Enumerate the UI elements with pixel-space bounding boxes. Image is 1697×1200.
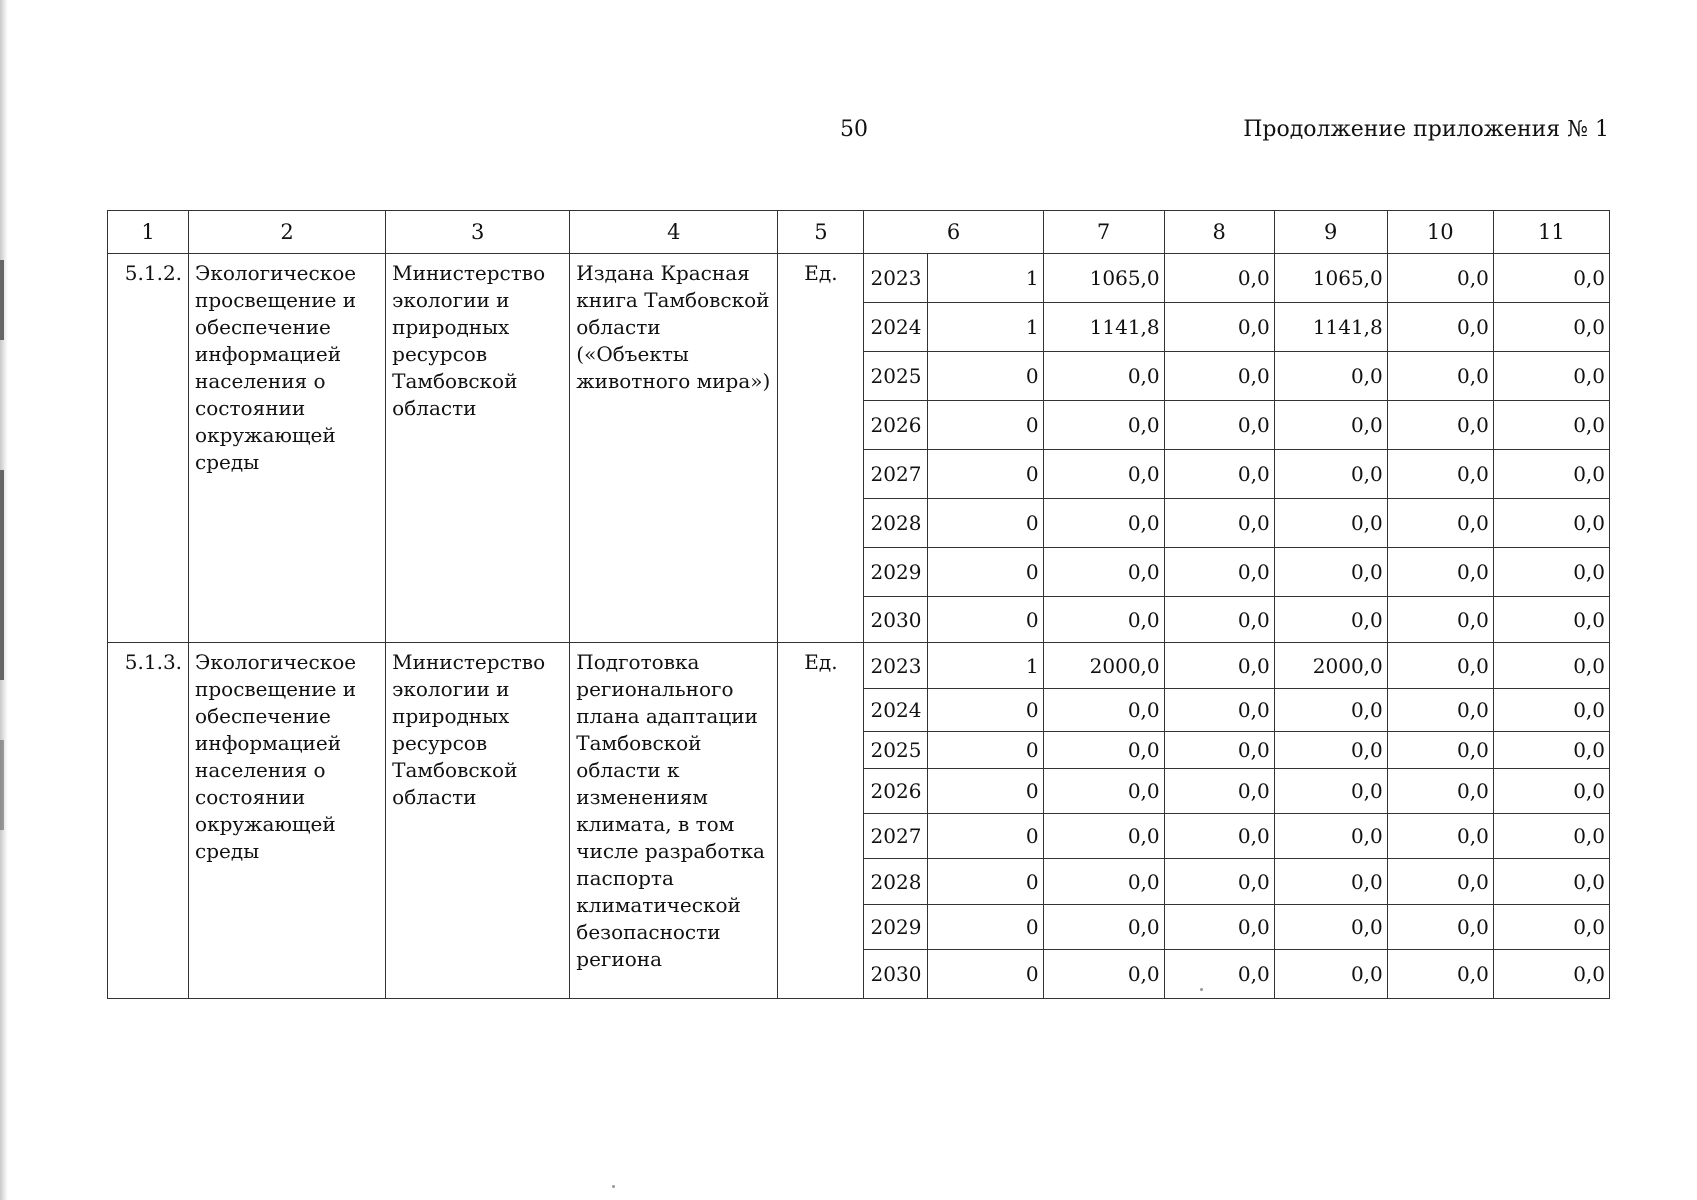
activity-name-cell — [189, 643, 386, 999]
amount-cell-c8: 0,0 — [1164, 254, 1274, 303]
amount-cell-c7: 0,0 — [1043, 499, 1164, 548]
amount-cell-c8: 0,0 — [1164, 450, 1274, 499]
amount-cell-c11: 0,0 — [1493, 450, 1609, 499]
amount-cell-c7: 1065,0 — [1043, 254, 1164, 303]
amount-cell-c9: 0,0 — [1274, 450, 1387, 499]
amount-cell-c8: 0,0 — [1164, 732, 1274, 769]
amount-cell-c8: 0,0 — [1164, 597, 1274, 643]
unit-cell-text: Ед. — [804, 261, 838, 285]
result-cell — [570, 643, 778, 999]
quantity-cell: 0 — [928, 548, 1043, 597]
year-cell: 2023 — [864, 643, 928, 689]
column-header: 4 — [570, 211, 778, 254]
amount-cell-c9: 2000,0 — [1274, 643, 1387, 689]
amount-cell-c7: 0,0 — [1043, 769, 1164, 814]
quantity-cell: 0 — [928, 352, 1043, 401]
amount-cell-c10: 0,0 — [1387, 689, 1493, 732]
amount-cell-c7: 0,0 — [1043, 950, 1164, 999]
column-header: 10 — [1387, 211, 1493, 254]
amount-cell-c10: 0,0 — [1387, 352, 1493, 401]
amount-cell-c10: 0,0 — [1387, 597, 1493, 643]
amount-cell-c11: 0,0 — [1493, 499, 1609, 548]
year-cell: 2024 — [864, 689, 928, 732]
activity-name-cell — [189, 254, 386, 643]
year-cell: 2023 — [864, 254, 928, 303]
appendix-caption: Продолжение приложения № 1 — [1243, 117, 1609, 142]
quantity-cell: 0 — [928, 950, 1043, 999]
table-row — [108, 643, 1610, 689]
amount-cell-c8: 0,0 — [1164, 401, 1274, 450]
responsible-cell-text: Министерство экологии и природных ресурсов Тамбовской области — [392, 261, 546, 420]
amount-cell-c9: 0,0 — [1274, 769, 1387, 814]
item-number-cell — [108, 254, 189, 643]
quantity-cell: 0 — [928, 401, 1043, 450]
amount-cell-c10: 0,0 — [1387, 254, 1493, 303]
column-header: 7 — [1043, 211, 1164, 254]
amount-cell-c7: 0,0 — [1043, 352, 1164, 401]
quantity-cell: 0 — [928, 769, 1043, 814]
year-cell: 2030 — [864, 950, 928, 999]
amount-cell-c10: 0,0 — [1387, 499, 1493, 548]
amount-cell-c7: 2000,0 — [1043, 643, 1164, 689]
responsible-cell — [386, 254, 570, 643]
activity-name-cell-text: Экологическое просвещение и обеспечение информацией населения о состоянии окружающей среды — [195, 650, 357, 863]
amount-cell-c10: 0,0 — [1387, 450, 1493, 499]
amount-cell-c7: 0,0 — [1043, 859, 1164, 905]
amount-cell-c10: 0,0 — [1387, 732, 1493, 769]
amount-cell-c9: 0,0 — [1274, 905, 1387, 950]
amount-cell-c8: 0,0 — [1164, 303, 1274, 352]
amount-cell-c9: 0,0 — [1274, 401, 1387, 450]
amount-cell-c7: 0,0 — [1043, 401, 1164, 450]
quantity-cell: 1 — [928, 303, 1043, 352]
amount-cell-c11: 0,0 — [1493, 769, 1609, 814]
amount-cell-c11: 0,0 — [1493, 814, 1609, 859]
amount-cell-c9: 0,0 — [1274, 732, 1387, 769]
amount-cell-c10: 0,0 — [1387, 303, 1493, 352]
amount-cell-c9: 1141,8 — [1274, 303, 1387, 352]
program-table — [107, 210, 1610, 999]
amount-cell-c10: 0,0 — [1387, 950, 1493, 999]
activity-name-cell-text: Экологическое просвещение и обеспечение информацией населения о состоянии окружающей среды — [195, 261, 357, 474]
amount-cell-c8: 0,0 — [1164, 905, 1274, 950]
amount-cell-c10: 0,0 — [1387, 905, 1493, 950]
year-cell: 2024 — [864, 303, 928, 352]
amount-cell-c11: 0,0 — [1493, 401, 1609, 450]
year-cell: 2027 — [864, 814, 928, 859]
amount-cell-c11: 0,0 — [1493, 732, 1609, 769]
amount-cell-c9: 0,0 — [1274, 352, 1387, 401]
responsible-cell-text: Министерство экологии и природных ресурсов Тамбовской области — [392, 650, 546, 809]
amount-cell-c9: 0,0 — [1274, 597, 1387, 643]
amount-cell-c8: 0,0 — [1164, 769, 1274, 814]
amount-cell-c7: 0,0 — [1043, 450, 1164, 499]
scan-edge-mark — [0, 260, 4, 340]
table-row — [108, 254, 1610, 303]
amount-cell-c9: 0,0 — [1274, 499, 1387, 548]
quantity-cell: 0 — [928, 499, 1043, 548]
amount-cell-c8: 0,0 — [1164, 950, 1274, 999]
column-header: 8 — [1164, 211, 1274, 254]
amount-cell-c11: 0,0 — [1493, 950, 1609, 999]
amount-cell-c9: 1065,0 — [1274, 254, 1387, 303]
amount-cell-c11: 0,0 — [1493, 689, 1609, 732]
quantity-cell: 0 — [928, 859, 1043, 905]
column-header: 9 — [1274, 211, 1387, 254]
amount-cell-c10: 0,0 — [1387, 643, 1493, 689]
amount-cell-c7: 0,0 — [1043, 732, 1164, 769]
year-cell: 2028 — [864, 499, 928, 548]
amount-cell-c7: 0,0 — [1043, 548, 1164, 597]
year-cell: 2029 — [864, 548, 928, 597]
amount-cell-c7: 0,0 — [1043, 814, 1164, 859]
amount-cell-c11: 0,0 — [1493, 905, 1609, 950]
year-cell: 2026 — [864, 769, 928, 814]
quantity-cell: 0 — [928, 450, 1043, 499]
result-cell-text: Издана Красная книга Тамбовской области («Объекты животного мира») — [576, 261, 771, 393]
amount-cell-c11: 0,0 — [1493, 859, 1609, 905]
item-number-cell-text: 5.1.2. — [124, 261, 183, 285]
amount-cell-c9: 0,0 — [1274, 548, 1387, 597]
quantity-cell: 0 — [928, 732, 1043, 769]
year-cell: 2029 — [864, 905, 928, 950]
scan-edge-mark — [0, 740, 4, 830]
year-cell: 2025 — [864, 352, 928, 401]
year-cell: 2027 — [864, 450, 928, 499]
column-header: 6 — [864, 211, 1043, 254]
year-cell: 2028 — [864, 859, 928, 905]
amount-cell-c8: 0,0 — [1164, 814, 1274, 859]
unit-cell — [778, 254, 864, 643]
amount-cell-c8: 0,0 — [1164, 499, 1274, 548]
amount-cell-c8: 0,0 — [1164, 689, 1274, 732]
scan-edge-mark — [0, 470, 4, 680]
amount-cell-c11: 0,0 — [1493, 303, 1609, 352]
item-number-cell-text: 5.1.3. — [124, 650, 183, 674]
quantity-cell: 0 — [928, 689, 1043, 732]
amount-cell-c11: 0,0 — [1493, 548, 1609, 597]
quantity-cell: 0 — [928, 905, 1043, 950]
amount-cell-c8: 0,0 — [1164, 548, 1274, 597]
quantity-cell: 0 — [928, 597, 1043, 643]
column-header: 11 — [1493, 211, 1609, 254]
amount-cell-c8: 0,0 — [1164, 643, 1274, 689]
quantity-cell: 1 — [928, 643, 1043, 689]
result-cell — [570, 254, 778, 643]
amount-cell-c7: 0,0 — [1043, 689, 1164, 732]
column-header: 3 — [386, 211, 570, 254]
responsible-cell — [386, 643, 570, 999]
quantity-cell: 1 — [928, 254, 1043, 303]
page-number: 50 — [840, 117, 868, 142]
quantity-cell: 0 — [928, 814, 1043, 859]
year-cell: 2030 — [864, 597, 928, 643]
column-header: 2 — [189, 211, 386, 254]
amount-cell-c10: 0,0 — [1387, 401, 1493, 450]
unit-cell — [778, 643, 864, 999]
column-header: 5 — [778, 211, 864, 254]
item-number-cell — [108, 643, 189, 999]
amount-cell-c11: 0,0 — [1493, 254, 1609, 303]
amount-cell-c10: 0,0 — [1387, 859, 1493, 905]
year-cell: 2025 — [864, 732, 928, 769]
amount-cell-c9: 0,0 — [1274, 950, 1387, 999]
year-cell: 2026 — [864, 401, 928, 450]
amount-cell-c8: 0,0 — [1164, 859, 1274, 905]
amount-cell-c10: 0,0 — [1387, 814, 1493, 859]
scan-speck — [612, 1185, 615, 1188]
amount-cell-c8: 0,0 — [1164, 352, 1274, 401]
amount-cell-c7: 0,0 — [1043, 597, 1164, 643]
amount-cell-c11: 0,0 — [1493, 643, 1609, 689]
result-cell-text: Подготовка регионального плана адаптации Тамбовской области к изменениям климата, в том числе разработка паспорта климатической безопасности региона — [576, 650, 765, 971]
amount-cell-c9: 0,0 — [1274, 689, 1387, 732]
column-header: 1 — [108, 211, 189, 254]
amount-cell-c9: 0,0 — [1274, 814, 1387, 859]
amount-cell-c7: 0,0 — [1043, 905, 1164, 950]
column-number-row — [108, 211, 1610, 254]
amount-cell-c7: 1141,8 — [1043, 303, 1164, 352]
amount-cell-c10: 0,0 — [1387, 769, 1493, 814]
amount-cell-c11: 0,0 — [1493, 597, 1609, 643]
unit-cell-text: Ед. — [804, 650, 838, 674]
amount-cell-c11: 0,0 — [1493, 352, 1609, 401]
amount-cell-c9: 0,0 — [1274, 859, 1387, 905]
amount-cell-c10: 0,0 — [1387, 548, 1493, 597]
